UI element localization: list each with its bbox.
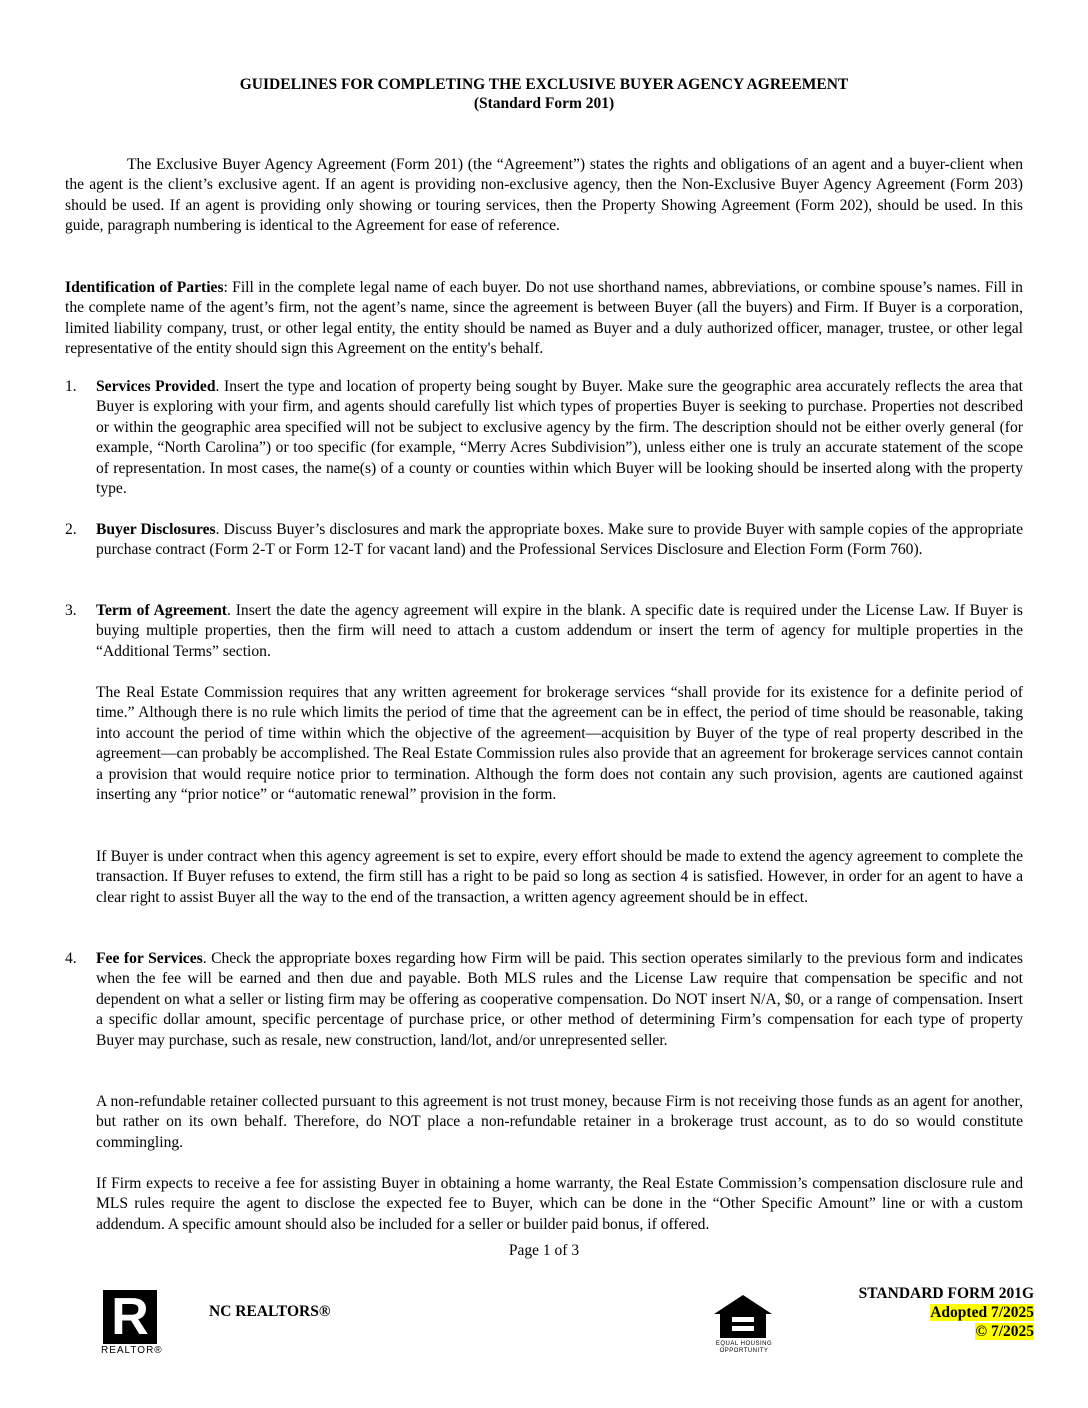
organization-name: NC REALTORS® — [209, 1303, 331, 1320]
section-text: . Discuss Buyer’s disclosures and mark the appropriate boxes. Make sure to provide Buyer with sample copies of the appropriate purchase contract (Form 2-T or Form 12-T for vacant land) and the Professional Services Disclosure and Election Form (Form 760). — [96, 521, 1023, 559]
section-number: 2. — [65, 521, 77, 538]
identification-paragraph — [65, 278, 1023, 360]
section-3-subparagraph-1: The Real Estate Commission requires that any written agreement for brokerage services “shall provide for its existence for a definite period of time.” Although there is no rule which limits the period of time that the agreement can be in effect, the period of time should be reasonable, taking into account the period of time within which the objective of the agreement—acquisition by Buyer of the type of real property described in the agreement—can probably be accomplished. The Real Estate Commission rules also provide that an agreement for brokerage services cannot contain a provision that would require notice prior to termination. Although the form does not contain any such provision, agents are cautioned against inserting any “prior notice” or “automatic renewal” provision in the form. — [96, 684, 1023, 804]
title-line-2: (Standard Form 201) — [473, 95, 615, 112]
section-heading: Term of Agreement — [96, 602, 227, 619]
section-number: 1. — [65, 378, 77, 395]
form-name: STANDARD FORM 201G — [858, 1285, 1034, 1302]
copyright-date: © 7/2025 — [975, 1323, 1034, 1340]
section-4-subparagraph-1: A non-refundable retainer collected pursuant to this agreement is not trust money, because Firm is not receiving those funds as an agent for another, but rather on its own behalf. Therefore, do NOT place a non-refundable retainer in a brokerage trust account, as to do so would constitute commingling. — [96, 1093, 1023, 1151]
intro-paragraph: The Exclusive Buyer Agency Agreement (Form 201) (the “Agreement”) states the rights and obligations of an agent and a buyer-client when the agent is the client’s exclusive agent. If an agent is providing non-exclusive agency, then the Non-Exclusive Buyer Agency Agreement (Form 203) should be used. If an agent is providing only showing or touring services, then the Property Showing Agreement (Form 202), should be used. In this guide, paragraph numbering is identical to the Agreement for ease of reference. — [65, 156, 1023, 235]
eho-line-1: EQUAL HOUSING — [715, 1341, 773, 1347]
form-info-block — [859, 1284, 1034, 1341]
realtor-logo-letter: R — [111, 1288, 149, 1346]
identification-heading: Identification of Parties — [65, 279, 224, 296]
section-heading: Services Provided — [96, 378, 216, 395]
eho-line-2: OPPORTUNITY — [719, 1348, 769, 1354]
section-heading: Buyer Disclosures — [96, 521, 216, 538]
section-heading: Fee for Services — [96, 950, 203, 967]
section-2 — [65, 520, 1023, 561]
section-3-subparagraph-2: If Buyer is under contract when this agency agreement is set to expire, every effort should be made to extend the agency agreement to complete the transaction. If Buyer refuses to extend, the firm still has a right to be paid so long as section 4 is satisfied. However, in order for an agent to have a clear right to assist Buyer all the way to the end of the transaction, a written agency agreement should be in effect. — [96, 848, 1023, 906]
section-text: . Insert the date the agency agreement will expire in the blank. A specific date is required under the License Law. If Buyer is buying multiple properties, then the firm will need to attach a custom addendum or insert the term of agency for multiple properties in the “Additional Terms” section. — [96, 602, 1024, 660]
section-4 — [65, 949, 1023, 1051]
section-3 — [65, 601, 1023, 662]
realtor-logo-word: REALTOR® — [101, 1345, 163, 1356]
equal-housing-text — [712, 1341, 776, 1355]
document-title — [0, 75, 1088, 113]
identification-text: : Fill in the complete legal name of each buyer. Do not use shorthand names, abbreviations, or combine spouse’s names. Fill in the complete name of the agent’s firm, not the agent’s name, since the agreement is between Buyer (all the buyers) and Firm. If Buyer is a corporation, limited liability company, trust, or other legal entity, the entity should be named as Buyer and a duly authorized officer, manager, trustee, or other legal representative of the entity should sign this Agreement on the entity's behalf. — [65, 279, 1023, 358]
adopted-date: Adopted 7/2025 — [930, 1304, 1034, 1321]
section-1 — [65, 377, 1023, 499]
section-number: 3. — [65, 602, 77, 619]
title-line-1: GUIDELINES FOR COMPLETING THE EXCLUSIVE BUYER AGENCY AGREEMENT — [239, 76, 849, 93]
section-number: 4. — [65, 950, 77, 967]
section-text: . Insert the type and location of property being sought by Buyer. Make sure the geographic area accurately reflects the area that Buyer is exploring with your firm, and agents should carefully list which types of properties Buyer is seeking to purchase. Properties not described or within the geographic area specified will not be subject to exclusive agency by the firm. The description should not be either overly general (for example, “North Carolina”) or too specific (for example, “Merry Acres Subdivision”), unless either one is truly an accurate statement of the scope of representation. In most cases, the name(s) of a county or counties within which Buyer will be looking should be inserted along with the property type. — [96, 378, 1023, 498]
page-number: Page 1 of 3 — [508, 1242, 580, 1259]
section-4-subparagraph-2: If Firm expects to receive a fee for assisting Buyer in obtaining a home warranty, the Real Estate Commission’s compensation disclosure rule and MLS rules require the agent to disclose the expected fee to Buyer, which can be done in the “Other Specific Amount” line or with a custom addendum. A specific amount should also be included for a seller or builder paid bonus, if offered. — [96, 1175, 1023, 1233]
realtor-logo-icon — [103, 1290, 157, 1344]
section-text: . Check the appropriate boxes regarding how Firm will be paid. This section operates similarly to the previous form and indicates when the fee will be earned and then due and payable. Both MLS rules and the License Law require that compensation be specific and not dependent on what a seller or listing firm may be offering as cooperative compensation. Do NOT insert N/A, $0, or a range of compensation. Insert a specific dollar amount, specific percentage of purchase price, or other method of determining Firm’s compensation for each type of property Buyer may purchase, such as resale, new construction, land/lot, and/or unrepresented seller. — [96, 950, 1023, 1049]
